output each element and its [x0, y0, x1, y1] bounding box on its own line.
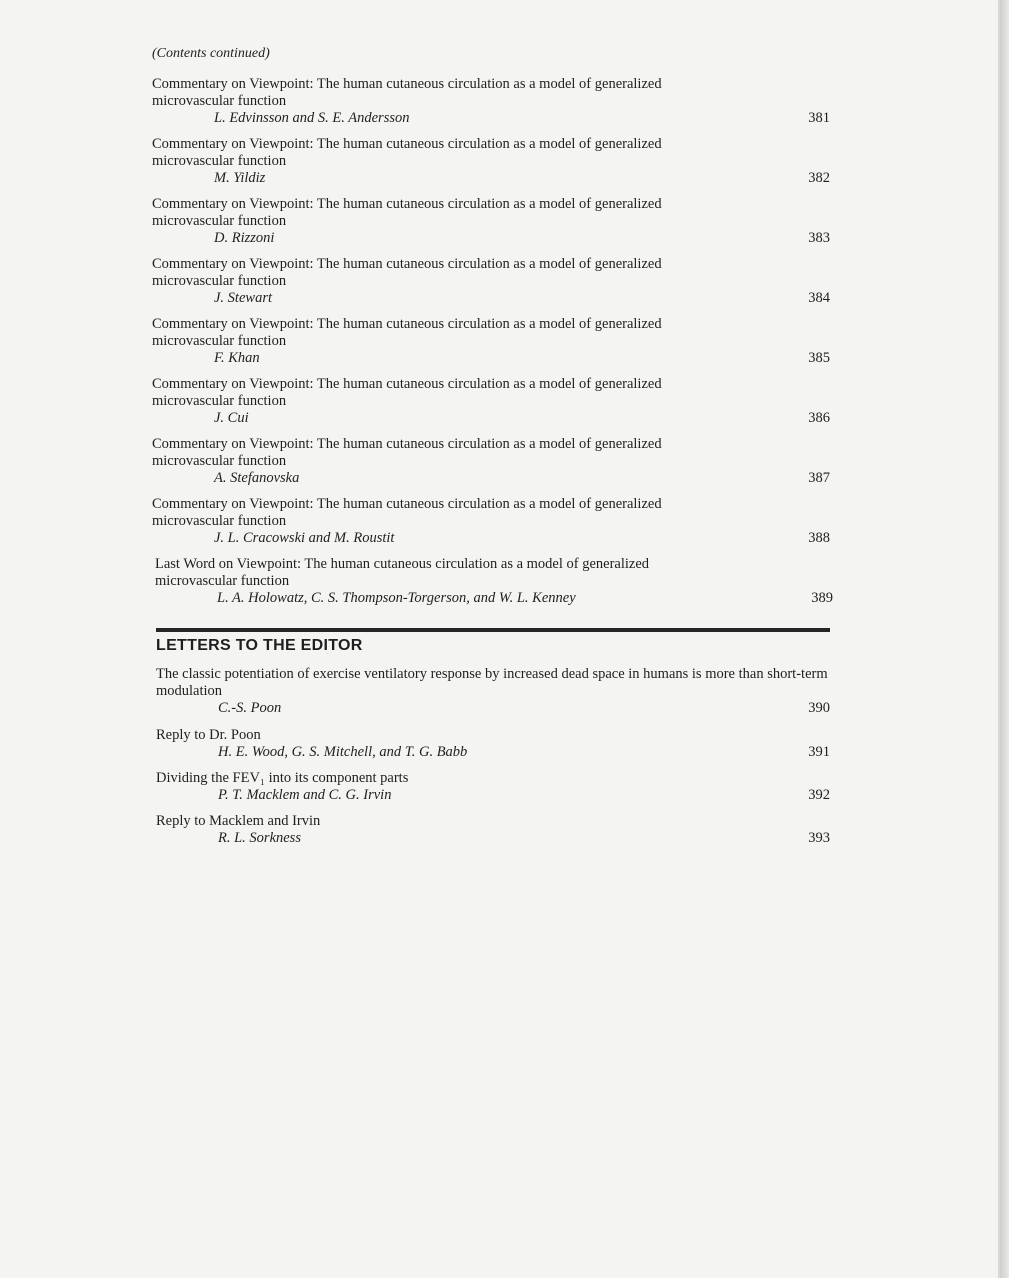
toc-entry: [152, 436, 832, 487]
toc-entry: [156, 666, 832, 717]
entry-page-number: 382: [808, 170, 830, 186]
entry-authors: J. Cui: [214, 410, 249, 426]
entry-title: Commentary on Viewpoint: The human cutaneous circulation as a model of generalized microvascular function: [152, 496, 662, 529]
entry-authors: F. Khan: [214, 350, 260, 366]
entry-title: Dividing the FEV₁ into its component parts: [156, 770, 409, 786]
entry-authors: D. Rizzoni: [214, 230, 275, 246]
entry-page-number: 383: [808, 230, 830, 246]
entry-page-number: 387: [808, 470, 830, 486]
entry-page-number: 393: [808, 830, 830, 846]
entry-title: Reply to Dr. Poon: [156, 727, 261, 743]
entry-page-number: 381: [808, 110, 830, 126]
page-edge: [1000, 0, 1009, 1278]
toc-entry: [152, 136, 832, 187]
entry-page-number: 390: [808, 700, 830, 716]
section-divider: [156, 628, 830, 632]
entry-title: Commentary on Viewpoint: The human cutaneous circulation as a model of generalized microvascular function: [152, 376, 662, 409]
entry-authors: L. A. Holowatz, C. S. Thompson-Torgerson, and W. L. Kenney: [217, 590, 576, 606]
entry-title: Commentary on Viewpoint: The human cutaneous circulation as a model of generalized microvascular function: [152, 316, 662, 349]
toc-entry: [152, 256, 832, 307]
entry-page-number: 385: [808, 350, 830, 366]
entry-authors: H. E. Wood, G. S. Mitchell, and T. G. Babb: [218, 744, 468, 760]
toc-entry: [156, 770, 832, 804]
entry-title: The classic potentiation of exercise ventilatory response by increased dead space in humans is more than short-term modulation: [156, 666, 828, 699]
toc-entry: [152, 496, 832, 547]
toc-entry: [156, 813, 832, 847]
toc-entry: [152, 196, 832, 247]
entry-title: Commentary on Viewpoint: The human cutaneous circulation as a model of generalized microvascular function: [152, 256, 662, 289]
entry-page-number: 386: [808, 410, 830, 426]
entry-page-number: 384: [808, 290, 830, 306]
entry-authors: R. L. Sorkness: [218, 830, 301, 846]
entry-page-number: 391: [808, 744, 830, 760]
entry-title: Last Word on Viewpoint: The human cutaneous circulation as a model of generalized microvascular function: [155, 556, 650, 589]
toc-entry: [152, 76, 832, 127]
entry-authors: P. T. Macklem and C. G. Irvin: [218, 787, 392, 803]
entry-title: Commentary on Viewpoint: The human cutaneous circulation as a model of generalized microvascular function: [152, 76, 662, 109]
entry-page-number: 389: [811, 590, 833, 606]
entry-authors: A. Stefanovska: [214, 470, 300, 486]
entry-authors: J. L. Cracowski and M. Roustit: [214, 530, 395, 546]
contents-continued-label: (Contents continued): [152, 46, 270, 61]
entry-page-number: 392: [808, 787, 830, 803]
entry-title: Reply to Macklem and Irvin: [156, 813, 321, 829]
entry-authors: J. Stewart: [214, 290, 272, 306]
entry-authors: L. Edvinsson and S. E. Andersson: [214, 110, 410, 126]
entry-title: Commentary on Viewpoint: The human cutaneous circulation as a model of generalized microvascular function: [152, 136, 662, 169]
toc-entry: [152, 316, 832, 367]
entry-authors: C.-S. Poon: [218, 700, 282, 716]
section-heading: LETTERS TO THE EDITOR: [156, 637, 363, 654]
toc-entry-last-word: [155, 556, 835, 607]
entry-title: Commentary on Viewpoint: The human cutaneous circulation as a model of generalized microvascular function: [152, 196, 662, 229]
entry-title: Commentary on Viewpoint: The human cutaneous circulation as a model of generalized microvascular function: [152, 436, 662, 469]
entry-authors: M. Yildiz: [214, 170, 266, 186]
toc-entry: [156, 727, 832, 761]
entry-page-number: 388: [808, 530, 830, 546]
toc-entry: [152, 376, 832, 427]
